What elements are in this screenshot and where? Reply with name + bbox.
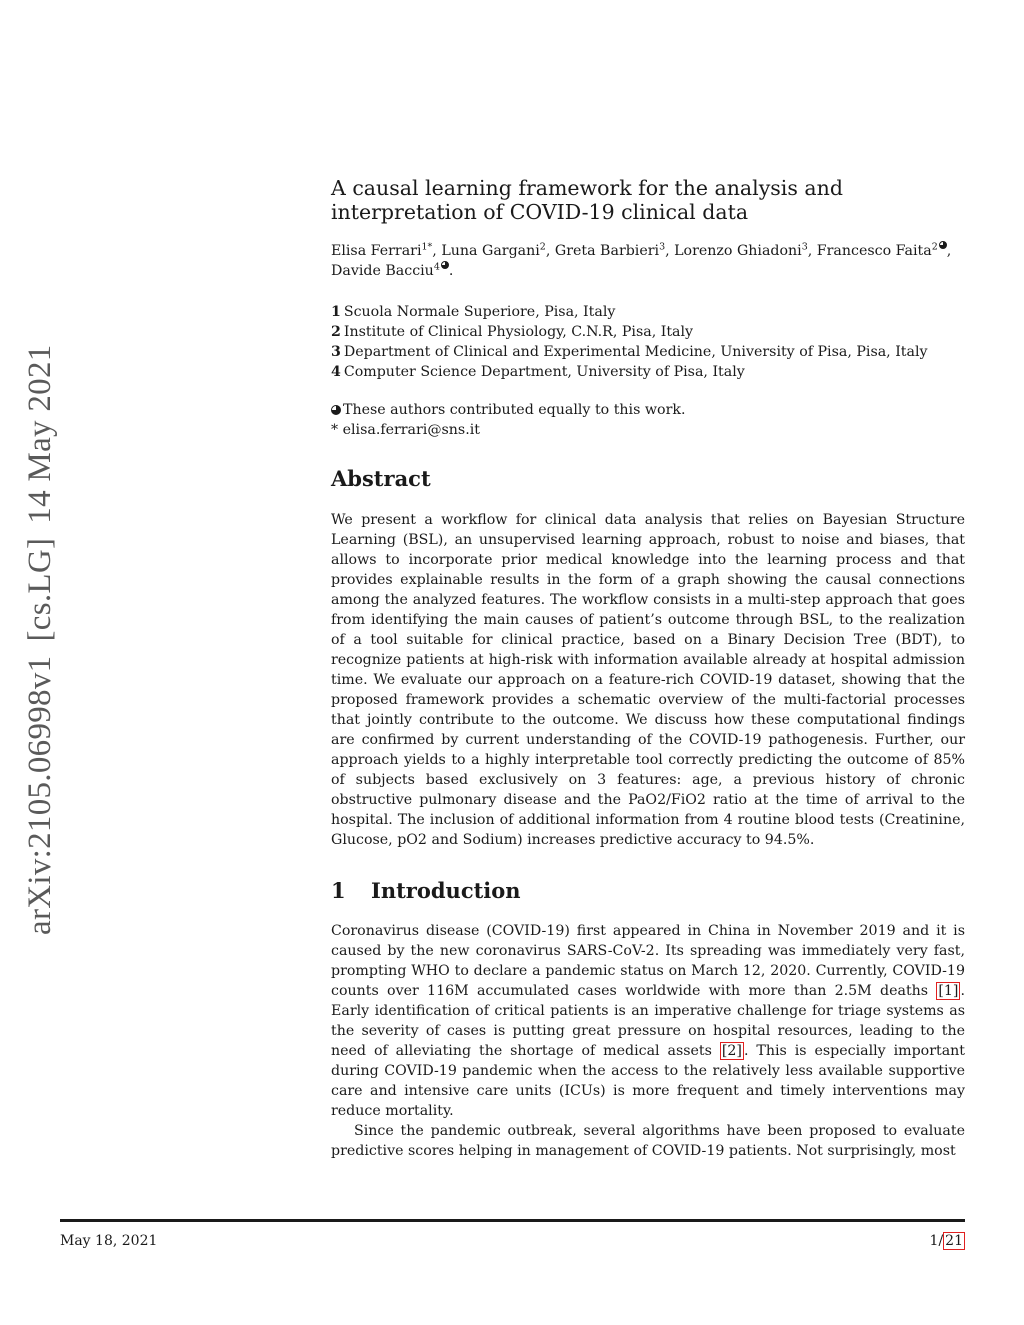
author-notes xyxy=(331,400,965,440)
corresponding-author-note: * elisa.ferrari@sns.it xyxy=(331,422,480,438)
citation-link-2[interactable]: [2] xyxy=(721,1043,742,1059)
author-affiliation-marker: 1* xyxy=(421,241,433,253)
author-name: Davide Bacciu xyxy=(331,263,434,279)
affiliation-text: Institute of Clinical Physiology, C.N.R, Pisa, Italy xyxy=(343,324,694,340)
equal-contribution-icon xyxy=(331,405,341,415)
introduction-paragraph-1: Coronavirus disease (COVID-19) first appeared in China in November 2019 and it is caused by the new coronavirus SARS-CoV-2. Its spreading was immediately very fast, prompting WHO to declare a pandemic status on March 12, 2020. Currently, COVID-19 counts over 116M accumulated cases worldwide with more than 2.5M deaths [1] . Early identification of critical patients is an imperative challenge for triage systems as the severity of cases is putting great pressure on hospital resources, leading to the need of alleviating the shortage of medical assets [2] . This is especially important during COVID-19 pandemic when the access to the relatively less available supportive care and intensive care units (ICUs) is more frequent and timely interventions may reduce mortality. xyxy=(331,923,965,1119)
introduction-paragraph-2: Since the pandemic outbreak, several algorithms have been proposed to evaluate predictive scores helping in management of COVID-19 patients. Not surprisingly, most xyxy=(331,1123,965,1159)
author: Francesco Faita$^2$ , xyxy=(816,241,952,259)
affiliation-text: Computer Science Department, University of Pisa, Italy xyxy=(343,364,745,380)
section-title: Introduction xyxy=(371,878,521,903)
author-affiliation-marker: 3 xyxy=(801,241,808,253)
affiliation-text: Department of Clinical and Experimental Medicine, University of Pisa, Pisa, Italy xyxy=(343,344,928,360)
introduction-heading xyxy=(331,878,965,903)
affiliation-item xyxy=(331,302,965,322)
author-affiliation-marker: 3 xyxy=(659,241,666,253)
equal-contribution-icon xyxy=(939,241,947,249)
total-pages-link[interactable]: 21 xyxy=(945,1233,963,1249)
affiliation-list xyxy=(331,302,965,382)
author: Greta Barbieri$^3$, xyxy=(554,241,675,259)
affiliation-number: 4 xyxy=(331,364,341,380)
author-name: Greta Barbieri xyxy=(554,243,660,259)
affiliation-item xyxy=(331,342,965,362)
affiliation-item xyxy=(331,362,965,382)
author-name: Francesco Faita xyxy=(816,243,932,259)
arxiv-category: [cs.LG] xyxy=(22,537,58,642)
abstract-heading: Abstract xyxy=(331,466,431,491)
page-number: 1/ 21 xyxy=(929,1233,963,1249)
affiliation-number: 1 xyxy=(331,304,341,320)
affiliation-item xyxy=(331,322,965,342)
arxiv-id: arXiv:2105.06998v1 xyxy=(22,655,58,935)
arxiv-identifier-stamp xyxy=(22,344,59,935)
author: Luna Gargani$^2$, xyxy=(441,241,555,259)
author-affiliation-marker: 2 xyxy=(931,241,938,253)
equal-contribution-icon xyxy=(441,261,449,269)
corresponding-email[interactable]: elisa.ferrari@sns.it xyxy=(342,422,480,438)
author: Davide Bacciu$^4$ . xyxy=(331,261,454,279)
equal-contribution-note: These authors contributed equally to this work. xyxy=(331,400,965,420)
author-list xyxy=(331,241,965,281)
abstract-text: We present a workflow for clinical data analysis that relies on Bayesian Structure Learning (BSL), an unsupervised learning approach, robust to noise and biases, that allows to incorporate prior medical knowledge into the learning process and that provides explainable results in the form of a graph showing the causal connections among the analyzed features. The workflow consists in a multi-step approach that goes from identifying the main causes of patient’s outcome through BSL, to the realization of a tool suitable for clinical practice, based on a Binary Decision Tree (BDT), to recognize patients at high-risk with information available already at hospital admission time. We evaluate our approach on a feature-rich COVID-19 dataset, showing that the proposed framework provides a schematic overview of the multi-factorial processes that jointly contribute to the outcome. We discuss how these computational findings are confirmed by current understanding of the COVID-19 pathogenesis. Further, our approach yields to a highly interpretable tool correctly predicting the outcome of 85% of subjects based exclusively on 3 features: age, a previous history of chronic obstructive pulmonary disease and the PaO2/FiO2 ratio at the time of arrival to the hospital. The inclusion of additional information from 4 routine blood tests (Creatinine, Glucose, pO2 and Sodium) increases predictive accuracy to 94.5%. xyxy=(331,512,965,848)
author-name: Elisa Ferrari xyxy=(331,243,422,259)
author-affiliation-marker: 4 xyxy=(433,261,440,273)
affiliation-number: 3 xyxy=(331,344,341,360)
author-name: Luna Gargani xyxy=(441,243,540,259)
footer-divider xyxy=(60,1219,965,1222)
affiliation-text: Scuola Normale Superiore, Pisa, Italy xyxy=(343,304,616,320)
footer-date: May 18, 2021 xyxy=(60,1233,158,1249)
author-affiliation-marker: 2 xyxy=(539,241,546,253)
arxiv-date: 14 May 2021 xyxy=(22,344,58,524)
affiliation-number: 2 xyxy=(331,324,341,340)
section-number: 1 xyxy=(331,878,346,903)
author: Elisa Ferrari$^{1*}$, xyxy=(331,241,442,259)
paper-title: A causal learning framework for the analysis and interpretation of COVID-19 clinical data xyxy=(331,176,843,224)
author: Lorenzo Ghiadoni$^3$, xyxy=(674,241,817,259)
author-name: Lorenzo Ghiadoni xyxy=(674,243,802,259)
citation-link-1[interactable]: [1] xyxy=(938,983,959,999)
